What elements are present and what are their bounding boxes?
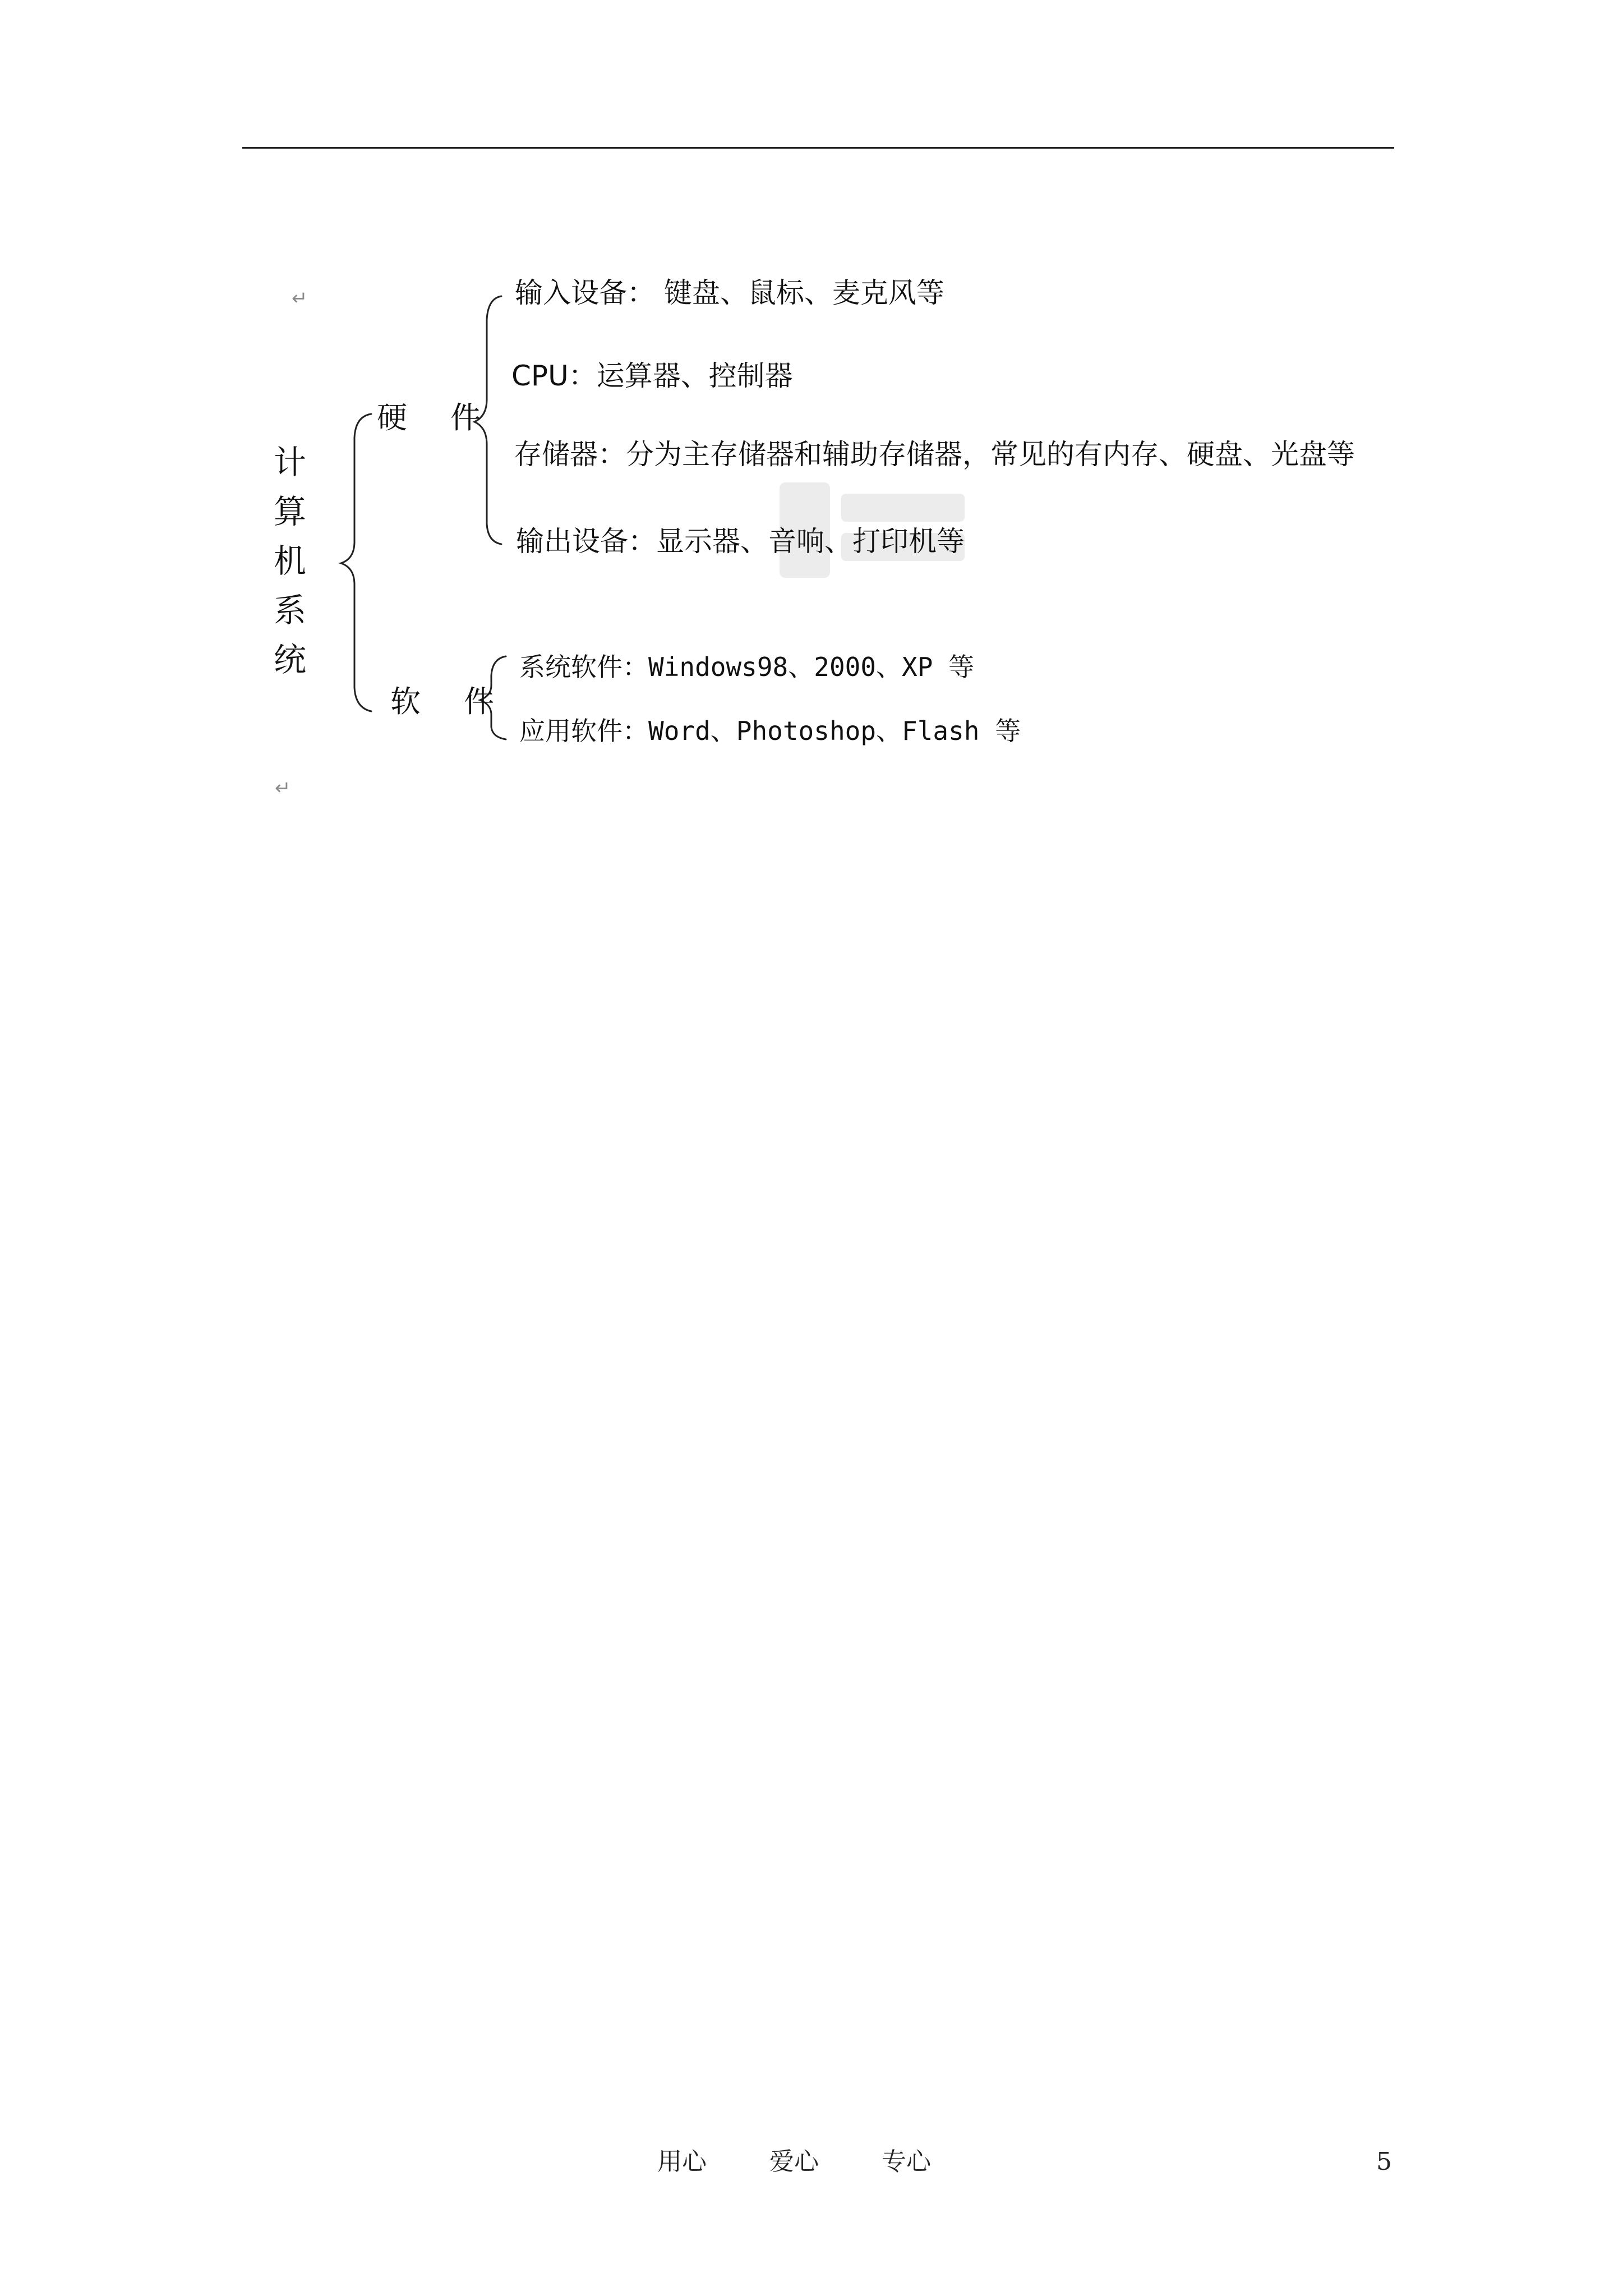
footer-right: 专心 (882, 2147, 931, 2176)
software-item-system: 系统软件：Windows98、2000、XP 等 (519, 652, 975, 682)
computer-system-diagram (0, 0, 1623, 841)
root-char-2: 算 (274, 493, 307, 531)
root-char-3: 机 (274, 542, 307, 580)
hardware-item-storage: 存储器：分为主存储器和辅助存储器，常见的有内存、硬盘、光盘等 (514, 438, 1355, 471)
paragraph-mark-top: ↵ (292, 287, 308, 310)
hardware-item-input: 输入设备： 键盘、鼠标、麦克风等 (515, 277, 944, 309)
hardware-item-cpu: CPU：运算器、控制器 (511, 360, 793, 392)
root-char-4: 系 (274, 591, 307, 629)
brace-lines (0, 0, 1623, 841)
watermark-logo (774, 471, 976, 595)
root-char-5: 统 (274, 641, 307, 679)
footer-left: 用心 (657, 2147, 707, 2176)
page-number: 5 (1376, 2147, 1392, 2176)
software-label: 软 件 (390, 684, 511, 719)
footer-middle: 爱心 (769, 2147, 819, 2176)
hardware-item-output: 输出设备：显示器、音响、打印机等 (516, 525, 965, 558)
root-char-1: 计 (274, 443, 307, 481)
hardware-label: 硬 件 (377, 400, 498, 435)
paragraph-mark-bottom: ↵ (275, 777, 291, 799)
software-item-application: 应用软件：Word、Photoshop、Flash 等 (519, 716, 1021, 746)
main-brace (341, 414, 371, 711)
